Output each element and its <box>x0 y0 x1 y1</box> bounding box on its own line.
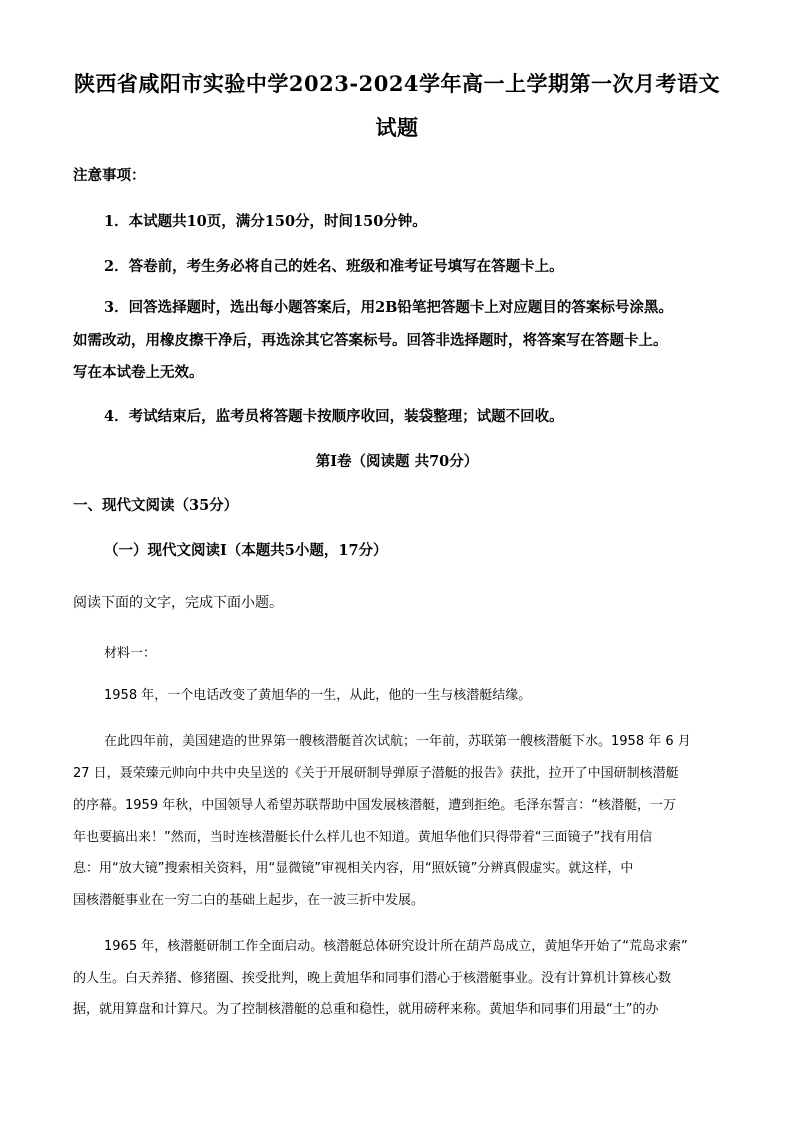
paragraph-2-line6: 国核潜艇事业在一穷二白的基础上起步，在一波三折中发展。 <box>73 893 425 908</box>
notice-item-4: 4．考试结束后，监考员将答题卡按顺序收回，装袋整理；试题不回收。 <box>104 408 564 425</box>
reading-instruction: 阅读下面的文字，完成下面小题。 <box>73 595 283 611</box>
section-heading: 一、现代文阅读（35分） <box>73 497 239 514</box>
paragraph-3-line3: 据，就用算盘和计算尺。为了控制核潜艇的总重和稳性，就用磅秤来称。黄旭华和同事们用最“土”的办 <box>73 1002 659 1017</box>
paragraph-3-line1: 1965 年，核潜艇研制工作全面启动。核潜艇总体研究设计所在葫芦岛成立，黄旭华开始了“荒岛求索” <box>104 939 688 954</box>
paragraph-2-line1: 在此四年前，美国建造的世界第一艘核潜艇首次试航；一年前，苏联第一艘核潜艇下水。1958 年 6 月 <box>104 734 691 749</box>
document-title-line1: 陕西省咸阳市实验中学2023-2024学年高一上学期第一次月考语文 <box>73 71 721 96</box>
part-heading: 第Ⅰ卷（阅读题 共70分） <box>315 453 479 470</box>
paragraph-2-line4: 年也要搞出来！”然而，当时连核潜艇长什么样儿也不知道。黄旭华他们只得带着“三面镜子”找有用信 <box>73 830 653 845</box>
notice-item-1: 1．本试题共10页，满分150分，时间150分钟。 <box>104 213 427 230</box>
paragraph-2-line5: 息：用“放大镜”搜索相关资料，用“显微镜”审视相关内容，用“照妖镜”分辨真假虚实。就这样，中 <box>73 861 634 876</box>
notice-heading: 注意事项： <box>73 167 146 184</box>
paragraph-3-line2: 的人生。白天养猪、修猪圈、挨受批判，晚上黄旭华和同事们潜心于核潜艇事业。没有计算机计算核心数 <box>73 971 672 986</box>
notice-item-3-line3: 写在本试卷上无效。 <box>73 364 204 381</box>
notice-item-2: 2．答卷前，考生务必将自己的姓名、班级和准考证号填写在答题卡上。 <box>104 258 564 275</box>
material-label: 材料一： <box>104 646 157 661</box>
paragraph-2-line2: 27 日，聂荣臻元帅向中共中央呈送的《关于开展研制导弹原子潜艇的报告》获批，拉开了中国研制核潜艇 <box>73 766 679 781</box>
document-title-line2: 试题 <box>375 115 419 140</box>
notice-item-3-line1: 3．回答选择题时，选出每小题答案后，用2B铅笔把答题卡上对应题目的答案标号涂黑。 <box>104 299 673 316</box>
paragraph-2-line3: 的序幕。1959 年秋，中国领导人希望苏联帮助中国发展核潜艇，遭到拒绝。毛泽东誓言：“核潜艇，一万 <box>73 798 676 813</box>
subsection-heading: （一）现代文阅读Ⅰ（本题共5小题，17分） <box>104 542 388 559</box>
notice-item-3-line2: 如需改动，用橡皮擦干净后，再选涂其它答案标号。回答非选择题时，将答案写在答题卡上。 <box>73 332 668 349</box>
paragraph-1: 1958 年，一个电话改变了黄旭华的一生，从此，他的一生与核潜艇结缘。 <box>104 688 532 703</box>
